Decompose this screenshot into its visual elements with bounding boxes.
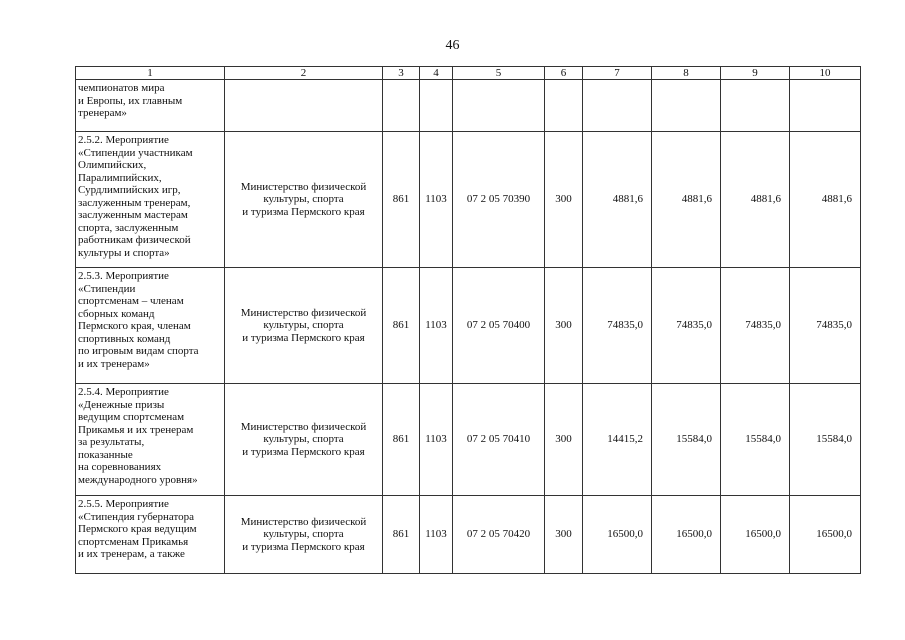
description-line: Олимпийских, bbox=[78, 159, 147, 171]
description-line: культуры и спорта» bbox=[78, 246, 170, 259]
cell-value: 15584,0 bbox=[652, 384, 721, 496]
cell-expense-type bbox=[545, 80, 583, 132]
cell-code bbox=[383, 80, 420, 132]
cell-value: 14415,2 bbox=[583, 384, 652, 496]
description-line: Пермского края, членам bbox=[78, 320, 191, 332]
description-line: заслуженным тренерам, bbox=[78, 196, 191, 209]
description-line: спорта, заслуженным bbox=[78, 221, 179, 234]
ministry-line: Министерство физической bbox=[240, 180, 367, 193]
cell-value: 4881,6 bbox=[721, 132, 790, 268]
event-description bbox=[76, 80, 225, 132]
cell-expense-type: 300 bbox=[545, 132, 583, 268]
cell-value bbox=[652, 80, 721, 132]
cell-code: 861 bbox=[383, 132, 420, 268]
cell-section bbox=[420, 80, 453, 132]
budget-table bbox=[75, 66, 861, 574]
event-description bbox=[76, 384, 225, 496]
table-row bbox=[76, 496, 861, 574]
column-number: 5 bbox=[453, 67, 545, 80]
cell-value: 16500,0 bbox=[721, 496, 790, 574]
ministry-cell bbox=[225, 496, 383, 574]
description-line: 2.5.3. Мероприятие bbox=[78, 270, 169, 282]
description-line: Паралимпийских, bbox=[78, 171, 162, 184]
cell-expense-type: 300 bbox=[545, 384, 583, 496]
description-line: ведущим спортсменам bbox=[78, 411, 185, 423]
cell-target-article: 07 2 05 70420 bbox=[453, 496, 545, 574]
column-number: 10 bbox=[790, 67, 861, 80]
cell-section: 1103 bbox=[420, 384, 453, 496]
description-line: за результаты, bbox=[78, 436, 145, 448]
description-line: и их тренерам, а также bbox=[78, 548, 185, 560]
column-number: 3 bbox=[383, 67, 420, 80]
description-line: международного уровня» bbox=[78, 473, 198, 486]
column-number: 8 bbox=[652, 67, 721, 80]
ministry-cell bbox=[225, 268, 383, 384]
description-line: спортсменам – членам bbox=[78, 295, 184, 307]
cell-target-article: 07 2 05 70410 bbox=[453, 384, 545, 496]
cell-value bbox=[790, 80, 861, 132]
description-line: спортсменам Прикамья bbox=[78, 535, 189, 548]
cell-value: 74835,0 bbox=[652, 268, 721, 384]
table-row bbox=[76, 132, 861, 268]
description-line: на соревнованиях bbox=[78, 461, 162, 473]
ministry-cell bbox=[225, 384, 383, 496]
cell-section: 1103 bbox=[420, 496, 453, 574]
description-line: Сурдлимпийских игр, bbox=[78, 184, 181, 196]
cell-section: 1103 bbox=[420, 268, 453, 384]
cell-value: 15584,0 bbox=[721, 384, 790, 496]
ministry-line: и туризма Пермского края bbox=[242, 331, 365, 344]
cell-value: 4881,6 bbox=[583, 132, 652, 268]
ministry-line: Министерство физической bbox=[240, 515, 367, 528]
cell-value bbox=[583, 80, 652, 132]
cell-expense-type: 300 bbox=[545, 496, 583, 574]
ministry-line: и туризма Пермского края bbox=[242, 205, 365, 218]
description-line: и Европы, их главным bbox=[78, 94, 183, 107]
cell-value: 74835,0 bbox=[790, 268, 861, 384]
cell-value: 16500,0 bbox=[652, 496, 721, 574]
table-row bbox=[76, 268, 861, 384]
ministry-line: и туризма Пермского края bbox=[242, 445, 365, 458]
description-line: чемпионатов мира bbox=[78, 82, 165, 94]
cell-value: 16500,0 bbox=[790, 496, 861, 574]
column-number: 7 bbox=[583, 67, 652, 80]
column-number: 1 bbox=[76, 67, 225, 80]
description-line: работникам физической bbox=[78, 234, 191, 246]
description-line: тренерам» bbox=[78, 107, 127, 119]
ministry-line: культуры, спорта bbox=[263, 528, 344, 541]
description-line: и их тренерам» bbox=[78, 357, 150, 370]
description-line: сборных команд bbox=[78, 307, 155, 320]
column-number: 4 bbox=[420, 67, 453, 80]
ministry-cell bbox=[225, 80, 383, 132]
description-line: спортивных команд bbox=[78, 332, 171, 345]
description-line: 2.5.2. Мероприятие bbox=[78, 134, 169, 146]
cell-value: 15584,0 bbox=[790, 384, 861, 496]
description-line: заслуженным мастерам bbox=[78, 209, 188, 221]
event-description bbox=[76, 132, 225, 268]
cell-value: 16500,0 bbox=[583, 496, 652, 574]
event-description bbox=[76, 496, 225, 574]
cell-target-article bbox=[453, 80, 545, 132]
ministry-line: культуры, спорта bbox=[263, 319, 344, 332]
ministry-line: Министерство физической bbox=[240, 420, 367, 433]
description-line: «Денежные призы bbox=[78, 398, 165, 411]
description-line: Прикамья и их тренерам bbox=[78, 423, 194, 436]
cell-value: 4881,6 bbox=[652, 132, 721, 268]
cell-value: 74835,0 bbox=[721, 268, 790, 384]
cell-expense-type: 300 bbox=[545, 268, 583, 384]
ministry-line: культуры, спорта bbox=[263, 193, 344, 206]
table-row bbox=[76, 80, 861, 132]
ministry-line: и туризма Пермского края bbox=[242, 540, 365, 553]
cell-target-article: 07 2 05 70390 bbox=[453, 132, 545, 268]
cell-code: 861 bbox=[383, 384, 420, 496]
cell-code: 861 bbox=[383, 496, 420, 574]
table-row bbox=[76, 384, 861, 496]
page-number: 46 bbox=[445, 38, 460, 53]
cell-value: 74835,0 bbox=[583, 268, 652, 384]
cell-code: 861 bbox=[383, 268, 420, 384]
cell-value: 4881,6 bbox=[790, 132, 861, 268]
description-line: «Стипендия губернатора bbox=[78, 510, 195, 523]
description-line: по игровым видам спорта bbox=[78, 345, 199, 357]
ministry-line: культуры, спорта bbox=[263, 433, 344, 446]
ministry-cell bbox=[225, 132, 383, 268]
column-number-row bbox=[76, 67, 861, 80]
event-description bbox=[76, 268, 225, 384]
column-number: 2 bbox=[225, 67, 383, 80]
cell-target-article: 07 2 05 70400 bbox=[453, 268, 545, 384]
description-line: «Стипендии участникам bbox=[78, 146, 193, 159]
cell-value bbox=[721, 80, 790, 132]
column-number: 9 bbox=[721, 67, 790, 80]
cell-section: 1103 bbox=[420, 132, 453, 268]
ministry-line: Министерство физической bbox=[240, 306, 367, 319]
description-line: показанные bbox=[78, 448, 133, 461]
description-line: Пермского края ведущим bbox=[78, 523, 197, 535]
description-line: «Стипендии bbox=[78, 282, 136, 295]
description-line: 2.5.5. Мероприятие bbox=[78, 498, 169, 510]
column-number: 6 bbox=[545, 67, 583, 80]
description-line: 2.5.4. Мероприятие bbox=[78, 386, 169, 398]
